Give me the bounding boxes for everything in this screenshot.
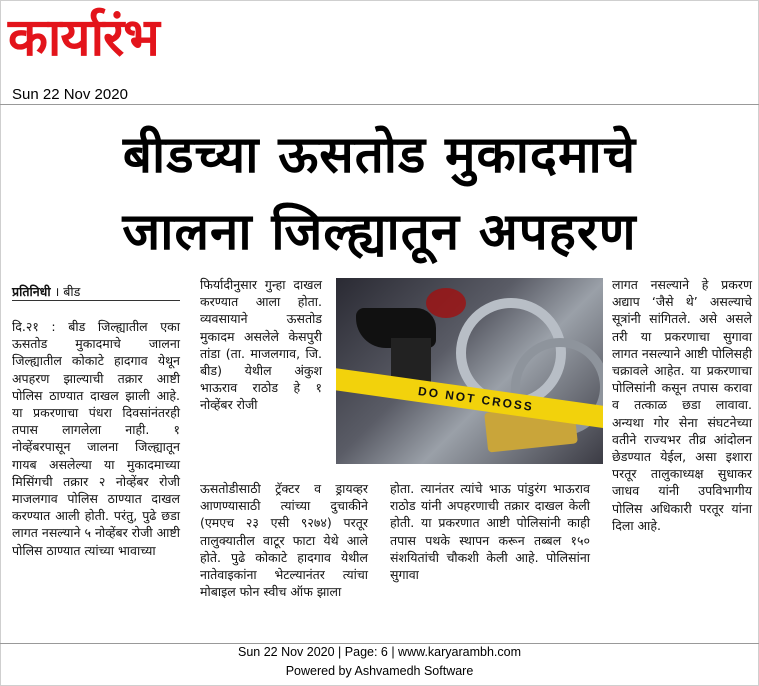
- logo-text: कार्यारंभ: [8, 8, 159, 68]
- footer-divider: [0, 643, 759, 644]
- masthead-divider: [0, 104, 759, 105]
- article-column-2-bottom: ऊसतोडीसाठी ट्रॅक्टर व ड्रायव्हर आणण्यासाठी त्यांच्या दुचाकीने (एमएच २३ एसी ९२७४) परतूर तालुक्यातील वाटूर फाटा येथे आले होते. पुढे कोकाटे हादगाव येथील नातेवाइकांना भेटल्यानंतर त्यांचा मोबाइल फोन स्वीच ऑफ झाला: [200, 481, 368, 600]
- police-tape: DO NOT CROSS: [336, 366, 603, 432]
- footer-info[interactable]: Sun 22 Nov 2020 | Page: 6 | www.karyarambh.com: [237, 645, 522, 659]
- headline-line-2: जालना जिल्ह्यातून अपहरण: [122, 203, 637, 262]
- footer-powered-by[interactable]: Powered by Ashvamedh Software: [285, 664, 474, 678]
- article-column-1: दि.२१ : बीड जिल्ह्यातील एका ऊसतोड मुकादमाचे जालना जिल्ह्यातील कोकाटे हादगाव येथून अपहरण झाल्याची तक्रार आष्टी पोलिस ठाण्यात दाखल झाली आहे. या प्रकरणाचा पंधरा दिवसांनंतरही तपास लागलेला नाही. १ नोव्हेंबरपासून जालना जिल्ह्यातून गायब असलेल्या या मुकादमाच्या मिसिंगची तक्रार २ नोव्हेंबर रोजी माजलगाव पोलिस ठाण्यात दाखल करण्यात आली होती. परंतु, पुढे छडा लागत नसल्याने ५ नोव्हेंबर रोजी आष्टी पोलिस ठाण्यात त्यांच्या भावाच्या: [12, 319, 180, 558]
- byline-author: प्रतिनिधी: [12, 284, 51, 299]
- article-column-4: लागत नसल्याने हे प्रकरण अद्याप ‘जैसे थे’ असल्याचे सूत्रांनी सांगितले. असे असले तरी या प्रकरणाचा सुगावा लागत नसल्याने आष्टी पोलिसही चक्रावले आहेत. या प्रकरणाचा पोलिसांनी कसून तपास करावा व तत्काळ छडा लावावा. अन्यथा गोर सेना संघटनेच्या वतीने राज्यभर तीव्र आंदोलन छेडण्यात येईल, असा इशारा परतूर तालुकाध्यक्ष सुधाकर जाधव यांनी उपविभागीय पोलिस अधिकारी परतूर यांना दिला आहे.: [612, 277, 753, 533]
- masthead-date: Sun 22 Nov 2020: [12, 86, 128, 103]
- article-column-3: होता. त्यानंतर त्यांचे भाऊ पांडुरंग भाऊराव राठोड यांनी अपहरणाची तक्रार दाखल केली होती. या प्रकरणात आष्टी पोलिसांनी काही तपास पथके स्थापन करून तब्बल १५० संशयितांची चौकशी केली आहे. पोलिसांना सुगावा: [390, 481, 590, 583]
- byline-rule: [12, 300, 180, 301]
- blood-splat: [426, 288, 466, 318]
- headline-line-1: बीडच्या ऊसतोड मुकादमाचे: [122, 126, 637, 185]
- byline: [12, 283, 180, 300]
- article-column-2-top: फिर्यादीनुसार गुन्हा दाखल करण्यात आला होता. व्यवसायाने ऊसतोड मुकादम असलेले केसपुरी तांडा (ता. माजलगाव, जि. बीड) येथील अंकुश भाऊराव राठोड हे १ नोव्हेंबर रोजी: [200, 277, 322, 413]
- masthead-logo[interactable]: [8, 2, 159, 74]
- article-photo: [336, 278, 603, 464]
- byline-place: । बीड: [54, 284, 81, 299]
